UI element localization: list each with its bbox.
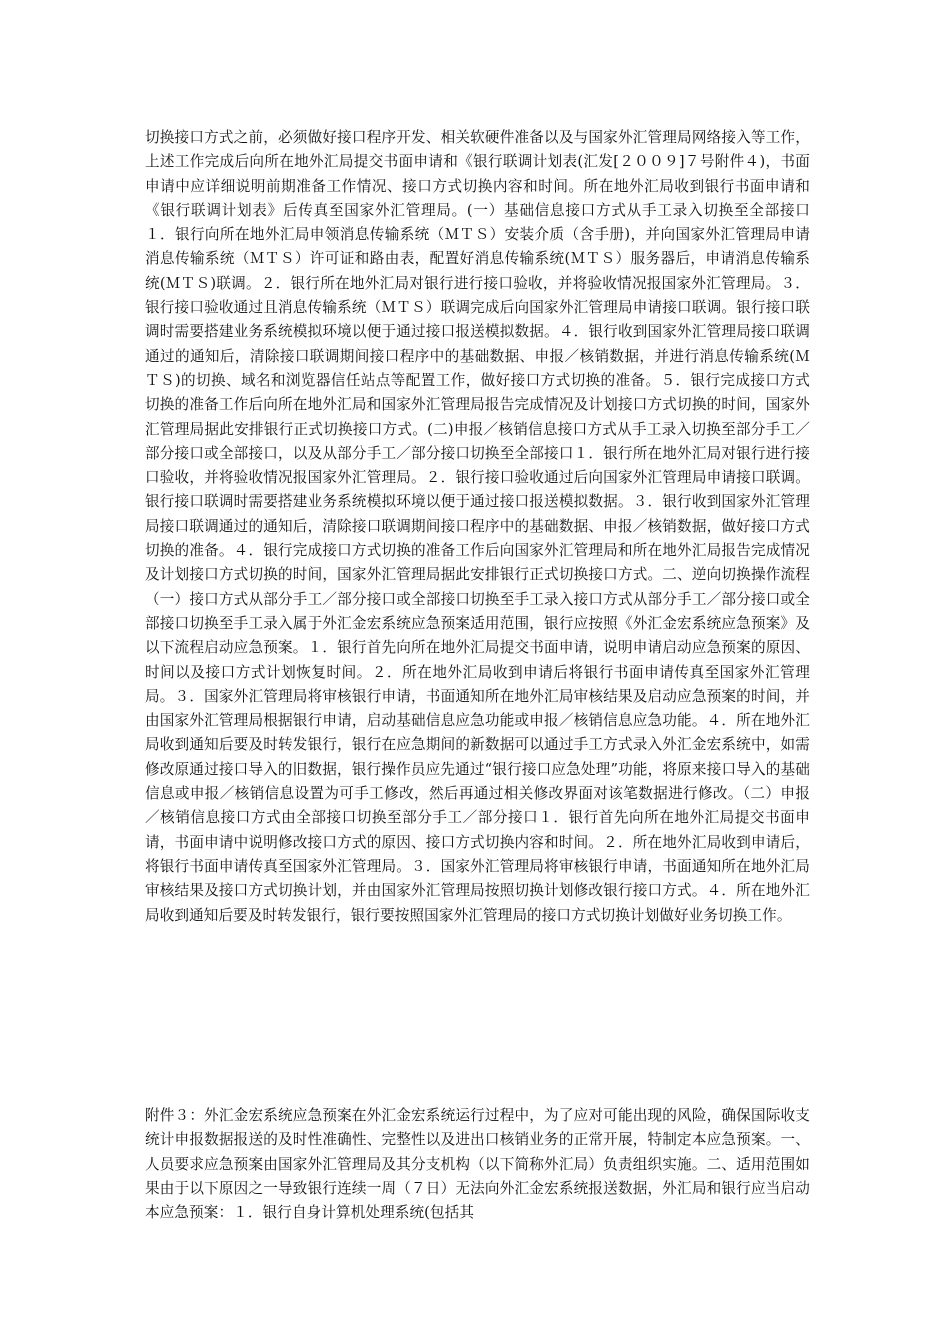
body-paragraph-interface-switching: 切换接口方式之前，必须做好接口程序开发、相关软硬件准备以及与国家外汇管理局网络接入等工作，上述工作完成后向所在地外汇局提交书面申请和《银行联调计划表(汇发[２００９]７号附件４)，书面申请中应详细说明前期准备工作情况、接口方式切换内容和时间。所在地外汇局收到银行书面申请和《银行联调计划表》后传真至国家外汇管理局。(一）基础信息接口方式从手工录入切换至全部接口１．银行向所在地外汇局申领消息传输系统（ＭＴＳ）安装介质（含手册)，并向国家外汇管理局申请消息传输系统（ＭＴＳ）许可证和路由表，配置好消息传输系统(ＭＴＳ）服务器后，申请消息传输系统(ＭＴＳ)联调。２．银行所在地外汇局对银行进行接口验收，并将验收情况报国家外汇管理局。３．银行接口验收通过且消息传输系统（ＭＴＳ）联调完成后向国家外汇管理局申请接口联调。银行接口联调时需要搭建业务系统模拟环境以便于通过接口报送模拟数据。４．银行收到国家外汇管理局接口联调通过的通知后，清除接口联调期间接口程序中的基础数据、申报／核销数据，并进行消息传输系统(ＭＴＳ)的切换、域名和浏览器信任站点等配置工作，做好接口方式切换的准备。５．银行完成接口方式切换的准备工作后向所在地外汇局和国家外汇管理局报告完成情况及计划接口方式切换的时间，国家外汇管理局据此安排银行正式切换接口方式。(二)申报／核销信息接口方式从手工录入切换至部分手工／部分接口或全部接口，以及从部分手工／部分接口切换至全部接口１．银行所在地外汇局对银行进行接口验收，并将验收情况报国家外汇管理局。２．银行接口验收通过后向国家外汇管理局申请接口联调。银行接口联调时需要搭建业务系统模拟环境以便于通过接口报送模拟数据。３．银行收到国家外汇管理局接口联调通过的通知后，清除接口联调期间接口程序中的基础数据、申报／核销数据，做好接口方式切换的准备。４．银行完成接口方式切换的准备工作后向国家外汇管理局和所在地外汇局报告完成情况及计划接口方式切换的时间，国家外汇管理局据此安排银行正式切换接口方式。二、逆向切换操作流程（一）接口方式从部分手工／部分接口或全部接口切换至手工录入接口方式从部分手工／部分接口或全部接口切换至手工录入属于外汇金宏系统应急预案适用范围，银行应按照《外汇金宏系统应急预案》及以下流程启动应急预案。１．银行首先向所在地外汇局提交书面申请，说明申请启动应急预案的原因、时间以及接口方式计划恢复时间。２．所在地外汇局收到申请后将银行书面申请传真至国家外汇管理局。３．国家外汇管理局将审核银行申请，书面通知所在地外汇局审核结果及启动应急预案的时间，并由国家外汇管理局根据银行申请，启动基础信息应急功能或申报／核销信息应急功能。４．所在地外汇局收到通知后要及时转发银行，银行在应急期间的新数据可以通过手工方式录入外汇金宏系统中，如需修改原通过接口导入的旧数据，银行操作员应先通过“银行接口应急处理”功能，将原来接口导入的基础信息或申报／核销信息设置为可手工修改，然后再通过相关修改界面对该笔数据进行修改。（二）申报／核销信息接口方式由全部接口切换至部分手工／部分接口１．银行首先向所在地外汇局提交书面申请，书面申请中说明修改接口方式的原因、接口方式切换内容和时间。２．所在地外汇局收到申请后，将银行书面申请传真至国家外汇管理局。３．国家外汇管理局将审核银行申请，书面通知所在地外汇局审核结果及接口方式切换计划，并由国家外汇管理局按照切换计划修改银行接口方式。４．所在地外汇局收到通知后要及时转发银行，银行要按照国家外汇管理局的接口方式切换计划做好业务切换工作。: [145, 129, 810, 924]
body-paragraph-attachment-3: 附件３：外汇金宏系统应急预案在外汇金宏系统运行过程中，为了应对可能出现的风险，确保国际收支统计申报数据报送的及时性准确性、完整性以及进出口核销业务的正常开展，特制定本应急预案。一、人员要求应急预案由国家外汇管理局及其分支机构（以下简称外汇局）负责组织实施。二、适用范围如果由于以下原因之一导致银行连续一周（７日）无法向外汇金宏系统报送数据，外汇局和银行应当启动本应急预案：１．银行自身计算机处理系统(包括其: [145, 1107, 810, 1222]
